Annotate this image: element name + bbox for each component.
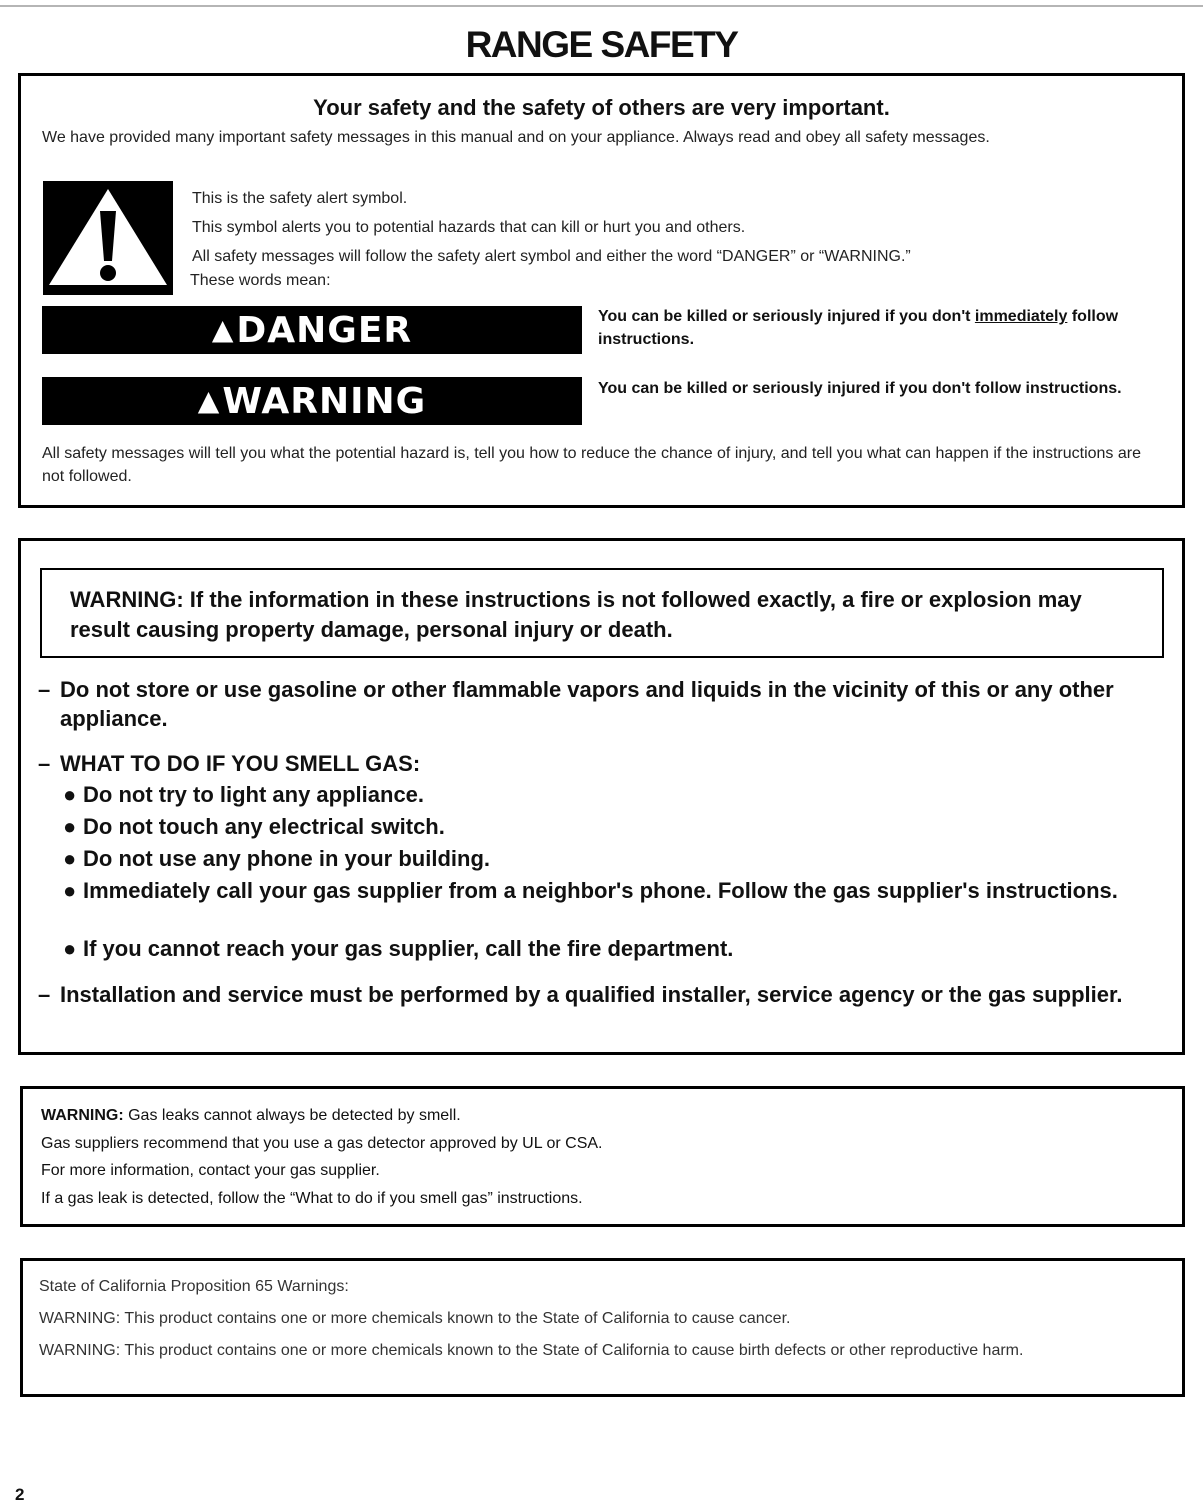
prop65-warning: WARNING: This product contains one or more chemicals known to the State of California to cause birth defects or other reproductive harm. — [39, 1342, 1024, 1359]
bullet-icon: ● — [63, 936, 77, 961]
gas-leak-warning: WARNING: Gas leaks cannot always be detected by smell. — [41, 1107, 461, 1124]
alert-line: All safety messages will follow the safety alert symbol and either the word “DANGER” or “WARNING.” — [192, 248, 911, 265]
bullet-icon: ● — [63, 846, 77, 871]
page-number: 2 — [15, 1485, 25, 1504]
smell-gas-bullet: ● Immediately call your gas supplier from a neighbor's phone. Follow the gas supplier's instructions. — [63, 878, 1118, 903]
gas-instruction-item: – WHAT TO DO IF YOU SMELL GAS: — [38, 749, 1163, 778]
warning-signal-bar — [42, 377, 582, 425]
smell-gas-bullet: ● Do not touch any electrical switch. — [63, 814, 445, 839]
prop65-heading: State of California Proposition 65 Warnings: — [39, 1278, 349, 1295]
safety-intro-box — [18, 73, 1185, 508]
gas-leak-warning-label: WARNING: — [41, 1107, 124, 1124]
safety-intro-text: We have provided many important safety messages in this manual and on your appliance. Always read and obey all safety messages. — [42, 129, 990, 146]
smell-gas-bullet: ● Do not use any phone in your building. — [63, 846, 490, 871]
fire-explosion-warning — [40, 568, 1164, 658]
top-rule — [0, 5, 1203, 7]
prop65-box — [20, 1258, 1185, 1397]
smell-gas-heading: WHAT TO DO IF YOU SMELL GAS: — [60, 751, 421, 776]
danger-label: DANGER — [236, 310, 413, 351]
alert-line: This symbol alerts you to potential hazards that can kill or hurt you and others. — [192, 219, 746, 236]
bullet-icon: ● — [63, 878, 77, 903]
fire-explosion-warning-text: WARNING: If the information in these instructions is not followed exactly, a fire or explosion may result causing property damage, personal injury or death. — [70, 587, 1082, 642]
prop65-warning: WARNING: This product contains one or more chemicals known to the State of California to cause cancer. — [39, 1310, 791, 1327]
alert-line: This is the safety alert symbol. — [192, 190, 408, 207]
gas-leak-line: If a gas leak is detected, follow the “What to do if you smell gas” instructions. — [41, 1190, 583, 1207]
safety-alert-symbol-icon — [43, 181, 173, 295]
immediately-emphasis: immediately — [974, 308, 1068, 325]
safety-outro-text: All safety messages will tell you what the potential hazard is, tell you how to reduce the chance of injury, and tell you what can happen if the instructions are not followed. — [42, 445, 1141, 485]
page-title: RANGE SAFETY — [465, 24, 738, 65]
gas-instruction-item: – Do not store or use gasoline or other flammable vapors and liquids in the vicinity of this or any other appliance. — [38, 677, 1114, 731]
smell-gas-bullet: ● If you cannot reach your gas supplier, call the fire department. — [63, 936, 734, 961]
smell-gas-bullet: ● Do not try to light any appliance. — [63, 782, 425, 807]
warning-label: WARNING — [222, 381, 427, 422]
warning-triangle-icon: ▲ — [211, 313, 235, 346]
gas-leak-line: For more information, contact your gas supplier. — [41, 1162, 380, 1179]
gas-instruction-item: – Installation and service must be performed by a qualified installer, service agency or the gas supplier. — [38, 982, 1123, 1007]
danger-signal-bar — [42, 306, 582, 354]
safety-heading: Your safety and the safety of others are very important. — [313, 95, 890, 120]
bullet-icon: ● — [63, 814, 77, 839]
warning-triangle-icon: ▲ — [197, 384, 221, 417]
gas-leak-box — [20, 1086, 1185, 1227]
gas-warning-box — [18, 538, 1185, 1055]
danger-description: You can be killed or seriously injured if you don't immediately follow instructions. — [598, 308, 1119, 348]
alert-line: These words mean: — [190, 272, 331, 289]
warning-description: You can be killed or seriously injured if you don't follow instructions. — [598, 380, 1122, 397]
bullet-icon: ● — [63, 782, 77, 807]
gas-leak-line: Gas suppliers recommend that you use a gas detector approved by UL or CSA. — [41, 1135, 603, 1152]
